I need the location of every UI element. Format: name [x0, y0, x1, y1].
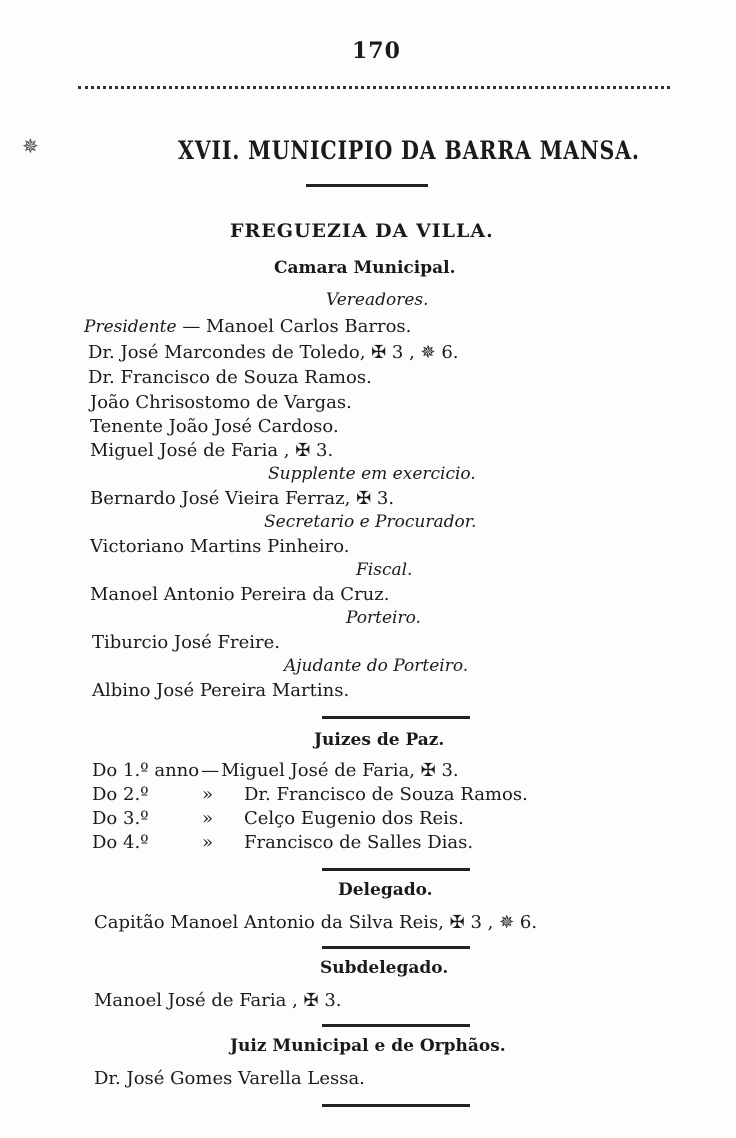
secretario-name: Victoriano Martins Pinheiro.	[90, 536, 350, 557]
ajudante-name: Albino José Pereira Martins.	[92, 680, 350, 701]
presidente-line	[84, 316, 411, 337]
top-divider	[78, 86, 670, 89]
presidente-label: Presidente	[84, 317, 177, 337]
subdelegado-name: Manoel José de Faria , ✠ 3.	[94, 990, 342, 1011]
vereadores-label: Vereadores.	[326, 290, 429, 310]
title-underline	[306, 184, 428, 187]
delegado-heading: Delegado.	[338, 880, 433, 900]
section-divider	[322, 946, 470, 949]
supplente-label: Supplente em exercicio.	[268, 464, 476, 484]
page-number: 170	[352, 38, 401, 64]
fiscal-label: Fiscal.	[356, 560, 413, 580]
subdelegado-heading: Subdelegado.	[320, 958, 449, 978]
table-row: Do 3.º » Celço Eugenio dos Reis.	[92, 808, 464, 829]
juizes-heading: Juizes de Paz.	[314, 730, 445, 750]
list-item: Dr. Francisco de Souza Ramos.	[88, 367, 372, 388]
juiz-municipal-name: Dr. José Gomes Varella Lessa.	[94, 1068, 365, 1089]
table-row: Do 2.º » Dr. Francisco de Souza Ramos.	[92, 784, 528, 805]
camara-heading: Camara Municipal.	[274, 258, 456, 278]
supplente-name: Bernardo José Vieira Ferraz, ✠ 3.	[90, 488, 395, 509]
delegado-name: Capitão Manoel Antonio da Silva Reis, ✠ 3 , ✵ 6.	[94, 912, 538, 933]
list-item: João Chrisostomo de Vargas.	[90, 392, 352, 413]
section-divider	[322, 1104, 470, 1107]
ajudante-label: Ajudante do Porteiro.	[284, 656, 469, 676]
porteiro-label: Porteiro.	[346, 608, 421, 628]
section-title: XVII. MUNICIPIO DA BARRA MANSA.	[178, 136, 640, 165]
section-divider	[322, 1024, 470, 1027]
juiz-municipal-heading: Juiz Municipal e de Orphãos.	[230, 1036, 506, 1056]
list-item: Tenente João José Cardoso.	[90, 416, 339, 437]
parish-heading: FREGUEZIA DA VILLA.	[230, 220, 494, 242]
porteiro-name: Tiburcio José Freire.	[92, 632, 281, 653]
fiscal-name: Manoel Antonio Pereira da Cruz.	[90, 584, 390, 605]
ornament-icon: ✵	[22, 134, 39, 158]
section-divider	[322, 716, 470, 719]
section-divider	[322, 868, 470, 871]
table-row: Do 4.º » Francisco de Salles Dias.	[92, 832, 474, 853]
presidente-name: — Manoel Carlos Barros.	[182, 316, 412, 337]
secretario-label: Secretario e Procurador.	[264, 512, 477, 532]
table-row: Do 1.º anno — Miguel José de Faria, ✠ 3.	[92, 760, 459, 781]
list-item: Dr. José Marcondes de Toledo, ✠ 3 , ✵ 6.	[88, 342, 459, 363]
list-item: Miguel José de Faria , ✠ 3.	[90, 440, 334, 461]
